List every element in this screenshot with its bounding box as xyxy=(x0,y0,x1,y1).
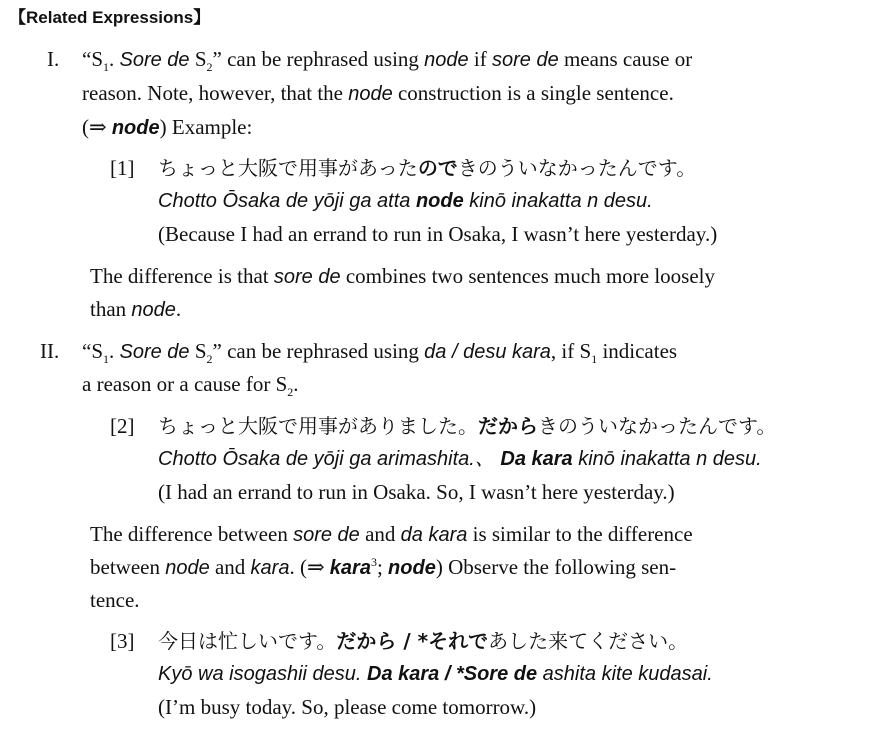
s1-line-3: (⇒ node) Example: xyxy=(82,115,253,139)
s2-line-2: a reason or a cause for $S_2$. xyxy=(82,372,299,400)
s2-paragraph-line-3: tence. xyxy=(90,588,140,612)
example-2-romaji: Chotto Ōsaka de yōji ga arimashita.、 Da kara kinō inakatta n desu. xyxy=(158,448,762,470)
s2-paragraph-line-1: The difference between sore de and da kara is similar to the difference xyxy=(90,522,693,546)
s1-line-2: reason. Note, however, that the node construction is a single sentence. xyxy=(82,81,674,105)
example-number-2: [2] xyxy=(110,414,135,438)
example-3-english: (I’m busy today. So, please come tomorrow.) xyxy=(158,695,537,719)
s1-paragraph-line-1: The difference is that sore de combines two sentences much more loosely xyxy=(90,264,716,288)
example-number-3: [3] xyxy=(110,629,135,653)
s1-paragraph-line-2: than node. xyxy=(90,297,182,321)
s2-line-1: “$S_1$. Sore de $S_2$” can be rephrased using da / desu kara, if $S_1$ indicates xyxy=(82,339,678,367)
example-number-1: [1] xyxy=(110,156,135,180)
s2-paragraph-line-2: between node and kara. (⇒ kara$^3$; node) Observe the following sen- xyxy=(90,555,677,579)
example-1-romaji: Chotto Ōsaka de yōji ga atta node kinō inakatta n desu. xyxy=(158,190,653,212)
example-1-japanese: ちょっと大阪で用事があったのできのういなかったんです。 xyxy=(158,156,697,180)
example-2-japanese: ちょっと大阪で用事がありました。だからきのういなかったんです。 xyxy=(158,414,777,438)
section-header: 【Related Expressions】 xyxy=(9,8,211,27)
example-2-english: (I had an errand to run in Osaka. So, I wasn’t here yesterday.) xyxy=(158,480,675,504)
example-1-english: (Because I had an errand to run in Osaka, I wasn’t here yesterday.) xyxy=(158,222,718,246)
s1-line-1: “$S_1$. Sore de $S_2$” can be rephrased using node if sore de means cause or xyxy=(82,47,693,75)
example-3-romaji: Kyō wa isogashii desu. Da kara / *Sore de ashita kite kudasai. xyxy=(158,663,713,685)
section-numeral-1: I. xyxy=(47,47,60,71)
example-3-japanese: 今日は忙しいです。だから / *それであした来てください。 xyxy=(158,629,689,653)
section-numeral-2: II. xyxy=(40,339,60,363)
